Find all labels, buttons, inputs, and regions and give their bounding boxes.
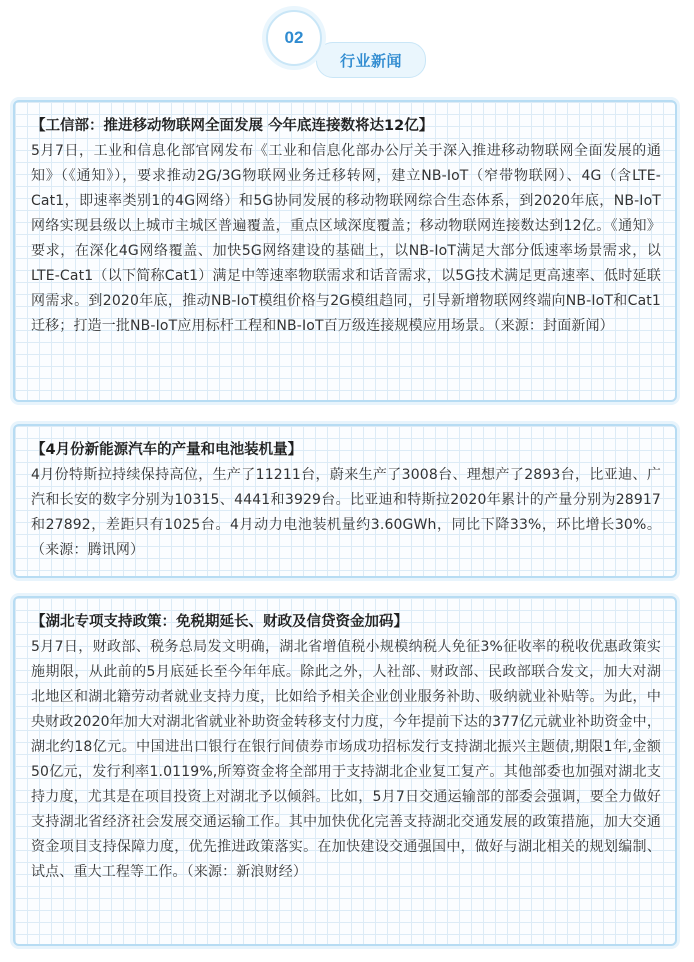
news-body: 5月7日，工业和信息化部官网发布《工业和信息化部办公厅关于深入推进移动物联网全面发展的通知》（《通知》），要求推动2G/3G物联网业务迁移转网，建立NB-IoT（窄带物联网）、4G（含LTE-Cat1，即速率类别1的4G网络）和5G协同发展的移动物联网综合生态体系，到2020年底，NB-IoT网络实现县级以上城市主城区普遍覆盖，重点区域深度覆盖；移动物联网连接数达到12亿。《通知》要求，在深化4G网络覆盖、加快5G网络建设的基础上，以NB-IoT满足大部分低速率场景需求，以LTE-Cat1（以下简称Cat1）满足中等速率物联需求和话音需求，以5G技术满足更高速率、低时延联网需求。到2020年底，推动NB-IoT模组价格与2G模组趋同，引导新增物联网终端向NB-IoT和Cat1迁移；打造一批NB-IoT应用标杆工程和NB-IoT百万级连接规模应用场景。（来源：封面新闻） bbox=[31, 143, 661, 334]
news-body: 4月份特斯拉持续保持高位，生产了11211台，蔚来生产了3008台、理想产了2893台，比亚迪、广汽和长安的数字分别为10315、4441和3929台。比亚迪和特斯拉2020年累计的产量分别为28917和27892，差距只有1025台。4月动力电池装机量约3.60GWh，同比下降33%，环比增长30%。（来源：腾讯网） bbox=[31, 467, 661, 558]
news-title: 【湖北专项支持政策：免税期延长、财政及信贷资金加码】 bbox=[31, 614, 408, 630]
section-number: 02 bbox=[284, 28, 304, 47]
section-number-badge bbox=[266, 10, 322, 66]
news-title: 【工信部：推进移动物联网全面发展 今年底连接数将达12亿】 bbox=[31, 118, 434, 134]
news-body: 5月7日，财政部、税务总局发文明确，湖北省增值税小规模纳税人免征3%征收率的税收优惠政策实施期限，从此前的5月底延长至今年年底。除此之外，人社部、财政部、民政部联合发文，加大对湖北地区和湖北籍劳动者就业支持力度，比如给予相关企业创业服务补助、吸纳就业补贴等。为此，中央财政2020年加大对湖北省就业补助资金转移支付力度，今年提前下达的377亿元就业补助资金中，湖北约18亿元。中国进出口银行在银行间债券市场成功招标发行支持湖北振兴主题债,期限1年,金额50亿元，发行利率1.0119%,所筹资金将全部用于支持湖北企业复工复产。其他部委也加强对湖北支持力度，尤其是在项目投资上对湖北予以倾斜。比如，5月7日交通运输部的部委会强调，要全力做好支持湖北省经济社会发展交通运输工作。其中加快优化完善支持湖北交通发展的政策措施，加大交通资金项目支持保障力度，优先推进政策落实。在加快建设交通强国中，做好与湖北相关的规划编制、试点、重大工程等工作。（来源：新浪财经） bbox=[31, 639, 661, 880]
section-title-tag bbox=[316, 42, 426, 78]
section-header bbox=[0, 0, 694, 92]
news-card bbox=[13, 424, 677, 578]
section-title: 行业新闻 bbox=[339, 51, 402, 70]
news-title: 【4月份新能源汽车的产量和电池装机量】 bbox=[31, 442, 303, 458]
news-card bbox=[13, 596, 677, 946]
news-card bbox=[13, 100, 677, 402]
